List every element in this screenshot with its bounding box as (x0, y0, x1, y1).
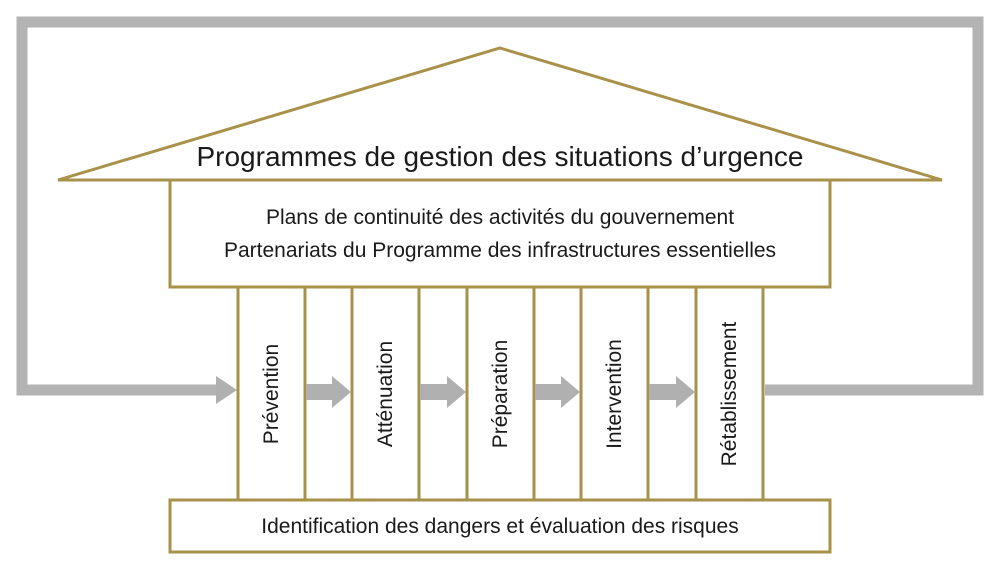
pillar-prevention-label: Prévention (260, 343, 283, 445)
loop-arrowhead-icon (216, 376, 237, 404)
arrow-right-icon (306, 376, 351, 408)
beam-line-2: Partenariats du Programme des infrastructures essentielles (223, 239, 777, 262)
beam-line-1: Plans de continuité des activités du gouvernement (265, 206, 735, 229)
roof (58, 48, 942, 180)
pillar-attenuation-label: Atténuation (374, 340, 397, 448)
beam (170, 180, 830, 287)
pillar-retablissement-label: Rétablissement (718, 321, 741, 467)
base-label: Identification des dangers et évaluation des risques (261, 515, 739, 538)
arrow-right-icon (649, 376, 695, 408)
arrow-right-icon (420, 376, 466, 408)
base (170, 500, 830, 552)
roof-title: Programmes de gestion des situations d’urgence (196, 141, 804, 172)
pillar-preparation-label: Préparation (489, 339, 512, 449)
arrow-right-icon (535, 376, 580, 408)
beam-box (170, 180, 830, 287)
pillar-intervention-label: Intervention (603, 339, 626, 449)
